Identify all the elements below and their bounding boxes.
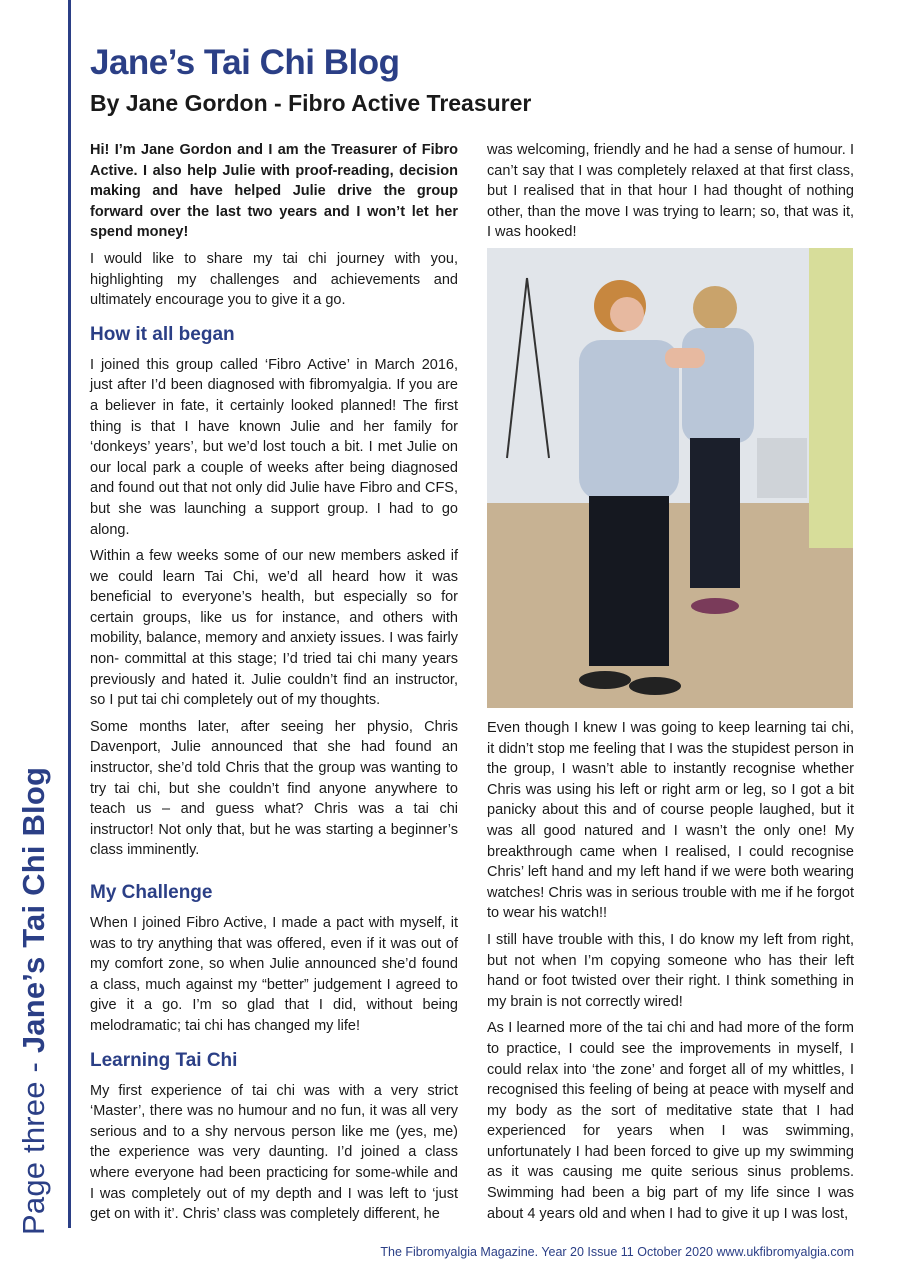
right-column-top xyxy=(487,140,854,249)
intro-lead: Hi! I’m Jane Gordon and I am the Treasurer of Fibro Active. I also help Julie with proof-reading, decision making and have helped Julie drive the group forward over the last two years and I won’t let her spend money! xyxy=(90,142,458,241)
began-paragraph-1: I joined this group called ‘Fibro Active’ in March 2016, just after I’d been diagnosed with fibromyalgia. If you are a believer in fate, it certainly looked planned! The first thing is that I have known Julie and her family for ‘donkeys’ years’, but we’d lost touch a bit. I met Julie on our local park a couple of weeks after being diagnosed and found out that not only did Julie have Fibro and CFS, but she was launching a support group. I had to go along. xyxy=(90,356,458,538)
right-column-bottom xyxy=(487,718,854,1230)
byline: By Jane Gordon - Fibro Active Treasurer xyxy=(90,90,532,116)
intro-paragraph: I would like to share my tai chi journey with you, highlighting my challenges and achievements and ultimately encourage you to give it a go. xyxy=(90,250,458,309)
side-title-page: Page three - xyxy=(16,1053,51,1235)
right-paragraph-3: As I learned more of the tai chi and had more of the form to practice, I could see the improvements in myself, I could relax into ‘the zone’ and forget all of my whittles, I recognised this feeling of being at peace with myself and my body as the sort of meditative state that I had experienced for years when I was swimming, unfortunately I had been forced to give up my swimming as it was causing me quite serious sinus problems. Swimming had been a big part of my life since I was about 4 years old and when I had to give it up I was lost, xyxy=(487,1020,854,1222)
side-title-blog: Jane’s Tai Chi Blog xyxy=(16,766,51,1054)
began-paragraph-3: Some months later, after seeing her physio, Chris Davenport, Julie announced that she had found an instructor, she’d told Chris that the group was wanting to try tai chi, but she couldn’t find anyone anywhere to teach us – and guess what? Chris was a tai chi instructor! Not only that, but he was starting a beginner’s class imminently. xyxy=(90,718,458,859)
photo-illustration xyxy=(487,248,853,708)
left-column xyxy=(90,140,458,1231)
right-paragraph-2: I still have trouble with this, I do know my left from right, but not when I’m copying someone who has their left hand or foot twisted over their right. I think something in my brain is not correctly wired! xyxy=(487,931,854,1010)
heading-my-challenge: My Challenge xyxy=(90,882,213,903)
page-title: Jane’s Tai Chi Blog xyxy=(90,43,400,82)
side-rule xyxy=(68,0,71,1228)
heading-how-it-began: How it all began xyxy=(90,323,235,345)
tai-chi-photo xyxy=(487,248,853,708)
challenge-paragraph: When I joined Fibro Active, I made a pact with myself, it was to try anything that was offered, even if it was out of my comfort zone, so when Julie announced she’d found a class, much against my “better” judgement I agreed to give it a go. I’m so glad that I did, without being melodramatic; tai chi has changed my life! xyxy=(90,915,458,1034)
heading-learning-tai-chi: Learning Tai Chi xyxy=(90,1049,238,1071)
side-page-title xyxy=(16,767,52,1235)
learning-paragraph: My first experience of tai chi was with a very strict ‘Master’, there was no humour and no fun, it was all very serious and to a shy nervous person like me (yes, me) the experience was very daunting. I’d joined a class where everyone had been practicing for some-while and I was completely out of my depth and I was left to ‘just get on with it’. Chris’ class was completely different, he xyxy=(90,1082,458,1223)
began-paragraph-2: Within a few weeks some of our new members asked if we could learn Tai Chi, we’d all heard how it was beneficial to everyone’s health, but especially so for certain groups, like us for instance, and others with mobility, balance, memory and anxiety issues. I was fairly non- committal at this stage; I’d tried tai chi many years previously and hated it. Julie couldn’t find an instructor, so I put tai chi completely out of my thoughts. xyxy=(90,548,458,709)
right-paragraph-1: Even though I knew I was going to keep learning tai chi, it didn’t stop me feeling that I was the stupidest person in the group, I wasn’t able to instantly recognise whether Chris was using his left or right arm or leg, so I got a bit panicky about this and of course people laughed, but it was all good natured and I wasn’t the only one! My breakthrough came when I realised, I could recognise Chris’ left hand and my left hand if we were both wearing watches! Chris was in serious trouble with me if he forgot to wear his watch!! xyxy=(487,720,854,922)
page-footer: The Fibromyalgia Magazine. Year 20 Issue 11 October 2020 www.ukfibromyalgia.com xyxy=(380,1245,854,1259)
right-paragraph-top: was welcoming, friendly and he had a sense of humour. I can’t say that I was completely relaxed at that first class, but I realised that in that hour I had thought of nothing other, than the move I was trying to learn; so, that was it, I was hooked! xyxy=(487,142,854,241)
